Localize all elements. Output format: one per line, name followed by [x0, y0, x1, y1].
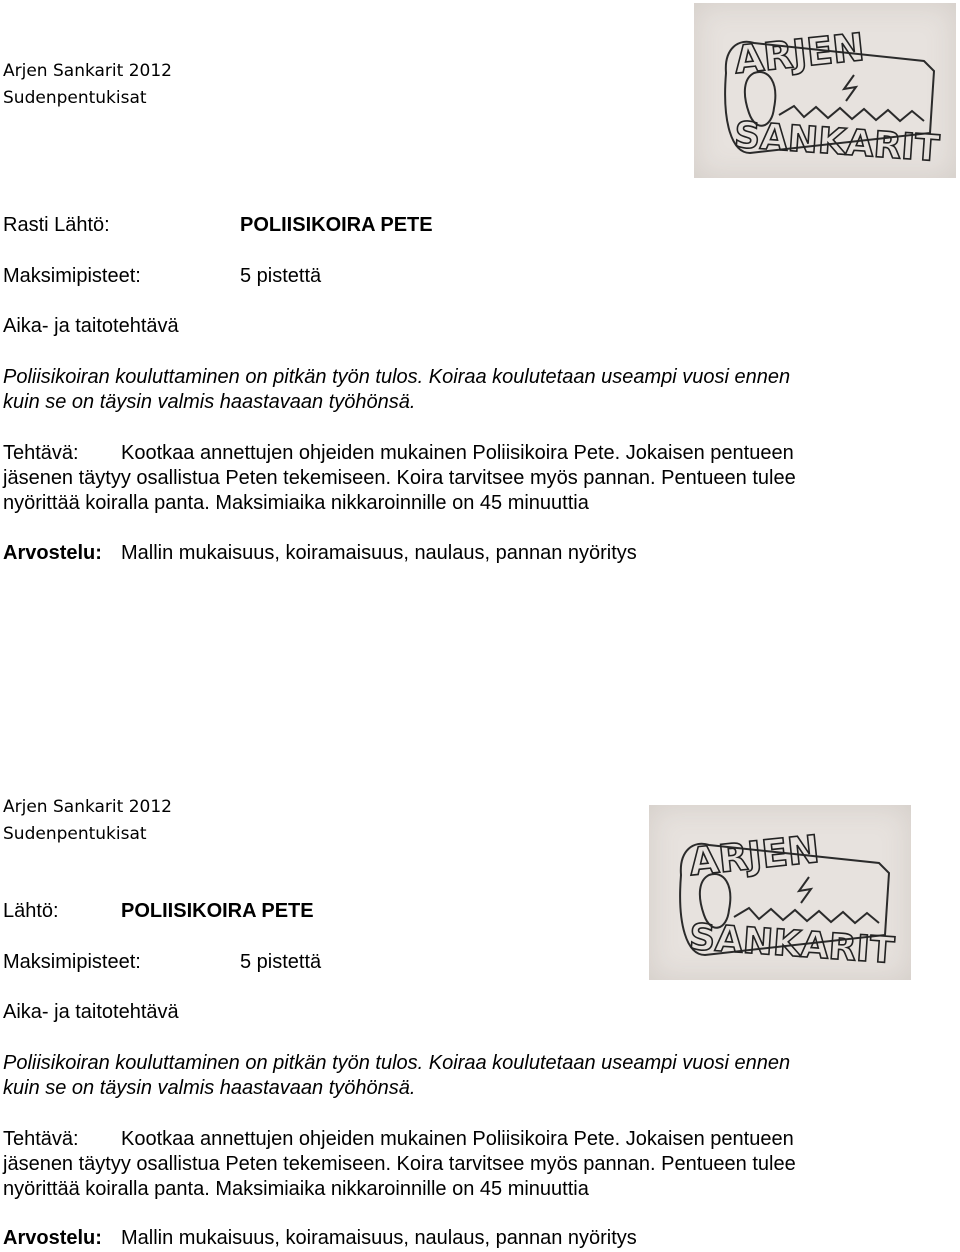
station-label: Rasti Lähtö: [3, 214, 110, 236]
logo-image [649, 805, 911, 980]
svg-text:ARJEN: ARJEN [687, 826, 822, 885]
task-category: Aika- ja taitotehtävä [3, 1001, 179, 1023]
station-label: Lähtö: [3, 900, 59, 922]
task-line-2: jäsenen täytyy osallistua Peten tekemiseen. Koira tarvitsee myös pannan. Pentueen tulee [3, 467, 796, 489]
max-points-label: Maksimipisteet: [3, 265, 141, 287]
task-category: Aika- ja taitotehtävä [3, 315, 179, 337]
logo-image [694, 3, 956, 178]
grading-label: Arvostelu: [3, 1227, 102, 1249]
task-line-1: Kootkaa annettujen ohjeiden mukainen Poliisikoira Pete. Jokaisen pentueen [121, 442, 794, 464]
grading-text: Mallin mukaisuus, koiramaisuus, naulaus, pannan nyöritys [121, 542, 637, 564]
max-points-value: 5 pistettä [240, 265, 322, 287]
grading-label: Arvostelu: [3, 542, 102, 564]
station-title: POLIISIKOIRA PETE [121, 900, 314, 922]
task-line-3: nyörittää koiralla panta. Maksimiaika nikkaroinnille on 45 minuuttia [3, 1178, 589, 1200]
svg-text:SANKARIT: SANKARIT [732, 114, 941, 171]
event-title: Arjen Sankarit 2012 [3, 61, 172, 81]
max-points-value: 5 pistettä [240, 951, 322, 973]
task-line-3: nyörittää koiralla panta. Maksimiaika nikkaroinnille on 45 minuuttia [3, 492, 589, 514]
saw-logo-icon [694, 3, 956, 178]
event-subtitle: Sudenpentukisat [3, 88, 147, 108]
intro-line-1: Poliisikoiran kouluttaminen on pitkän työn tulos. Koiraa koulutetaan useampi vuosi ennen [3, 366, 791, 388]
task-label: Tehtävä: [3, 1128, 79, 1150]
task-line-2: jäsenen täytyy osallistua Peten tekemiseen. Koira tarvitsee myös pannan. Pentueen tulee [3, 1153, 796, 1175]
max-points-label: Maksimipisteet: [3, 951, 141, 973]
svg-text:SANKARIT: SANKARIT [687, 916, 896, 973]
intro-line-1: Poliisikoiran kouluttaminen on pitkän työn tulos. Koiraa koulutetaan useampi vuosi ennen [3, 1052, 791, 1074]
grading-text: Mallin mukaisuus, koiramaisuus, naulaus, pannan nyöritys [121, 1227, 637, 1249]
task-line-1: Kootkaa annettujen ohjeiden mukainen Poliisikoira Pete. Jokaisen pentueen [121, 1128, 794, 1150]
event-title: Arjen Sankarit 2012 [3, 797, 172, 817]
intro-line-2: kuin se on täysin valmis haastavaan työhönsä. [3, 1077, 416, 1099]
event-subtitle: Sudenpentukisat [3, 824, 147, 844]
saw-logo-icon [649, 805, 911, 980]
intro-line-2: kuin se on täysin valmis haastavaan työhönsä. [3, 391, 416, 413]
task-label: Tehtävä: [3, 442, 79, 464]
svg-text:ARJEN: ARJEN [732, 24, 867, 83]
station-title: POLIISIKOIRA PETE [240, 214, 433, 236]
